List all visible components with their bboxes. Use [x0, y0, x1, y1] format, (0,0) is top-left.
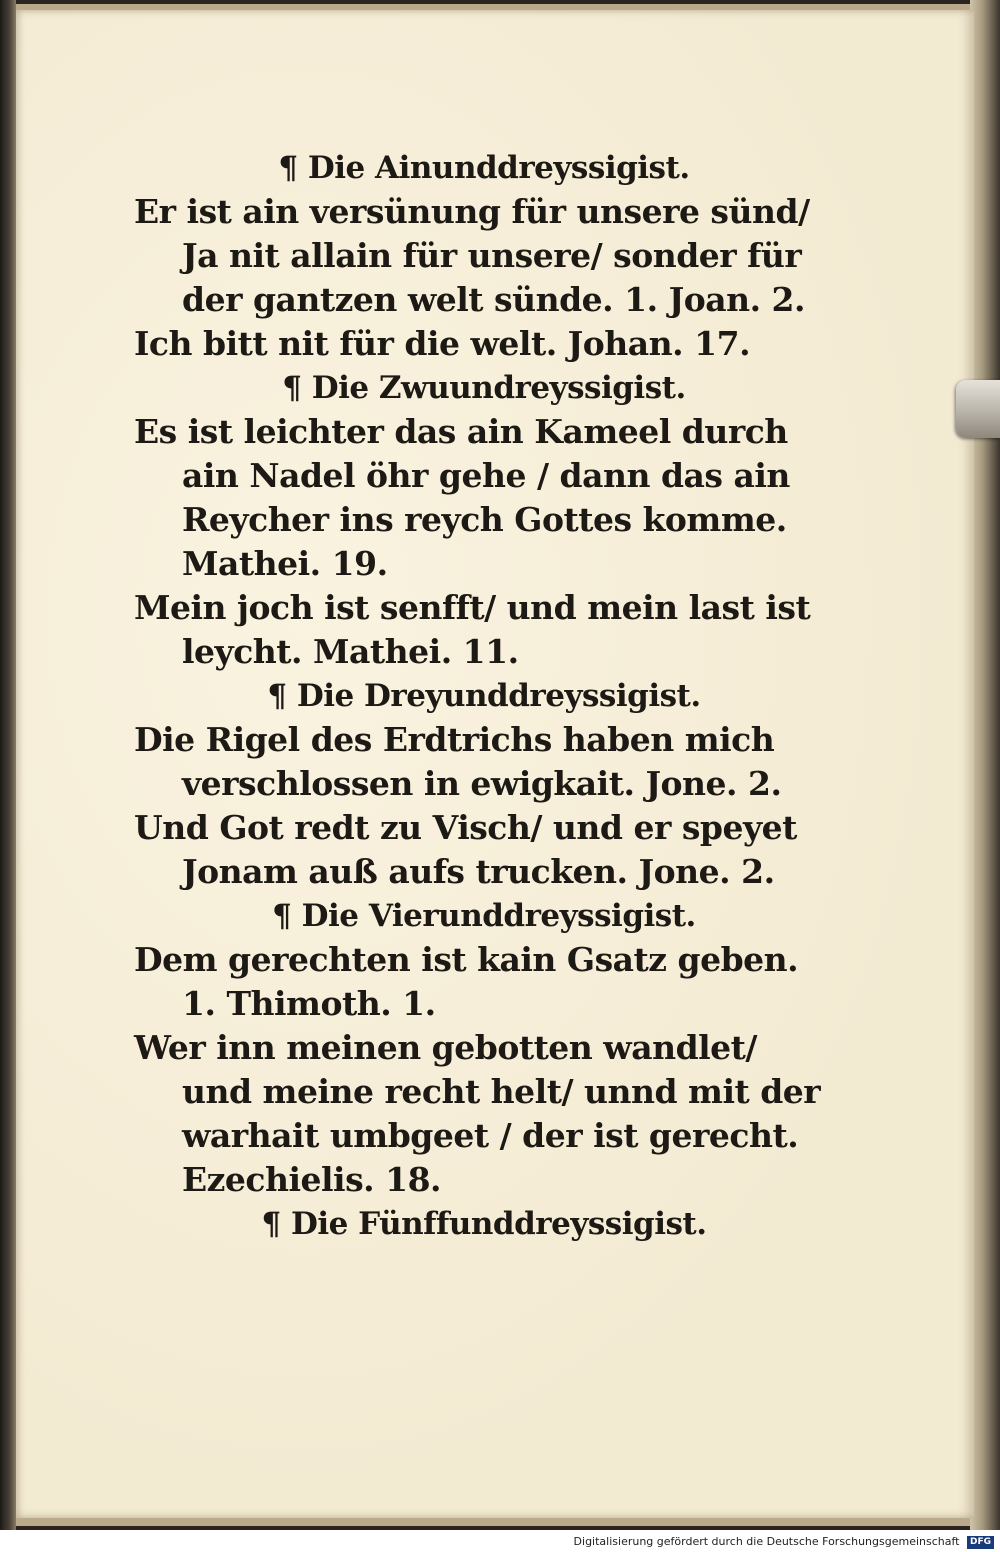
text-line: Und Got redt zu Visch/ und er speyet — [134, 808, 797, 847]
text-line: verschlossen in ewigkait. Jone. 2. — [182, 764, 782, 803]
text-line: Ich bitt nit für die welt. Johan. 17. — [134, 324, 751, 363]
section-heading: ¶ Die Ainunddreyssigist. — [278, 150, 690, 186]
digitization-credit — [574, 1534, 994, 1550]
credit-text: Digitalisierung gefördert durch die Deutsche Forschungsgemeinschaft — [573, 1535, 960, 1548]
text-line: Mathei. 19. — [182, 544, 388, 583]
text-line: leycht. Mathei. 11. — [182, 632, 519, 671]
text-line: Mein joch ist senfft/ und mein last ist — [134, 588, 811, 627]
book-page — [16, 10, 974, 1518]
text-line: Die Rigel des Erdtrichs haben mich — [134, 720, 775, 759]
page-edges — [970, 0, 1000, 1530]
text-line: Jonam auß aufs trucken. Jone. 2. — [182, 852, 775, 891]
text-line: Er ist ain versünung für unsere sünd/ — [134, 192, 810, 231]
text-line: 1. Thimoth. 1. — [182, 984, 436, 1023]
text-line: Ezechielis. 18. — [182, 1160, 442, 1199]
section-heading: ¶ Die Dreyunddreyssigist. — [267, 678, 701, 714]
book-clasp — [956, 380, 1000, 438]
binding-edge — [0, 0, 16, 1530]
text-line: Dem gerechten ist kain Gsatz geben. — [134, 940, 799, 979]
text-line: Es ist leichter das ain Kameel durch — [134, 412, 788, 451]
page-text — [134, 146, 834, 1246]
section-heading: ¶ Die Zwuundreyssigist. — [282, 370, 686, 406]
text-line: ain Nadel öhr gehe / dann das ain — [182, 456, 790, 495]
text-line: und meine recht helt/ unnd mit der — [182, 1072, 821, 1111]
text-line: warhait umbgeet / der ist gerecht. — [182, 1116, 799, 1155]
text-line: der gantzen welt sünde. 1. Joan. 2. — [182, 280, 806, 319]
section-heading: ¶ Die Vierunddreyssigist. — [272, 898, 696, 934]
text-line: Wer inn meinen gebotten wandlet/ — [134, 1028, 757, 1067]
text-line: Reycher ins reych Gottes komme. — [182, 500, 787, 539]
text-line: Ja nit allain für unsere/ sonder für — [182, 236, 802, 275]
dfg-logo: DFG — [967, 1536, 994, 1549]
section-heading: ¶ Die Fünffunddreyssigist. — [261, 1206, 707, 1242]
